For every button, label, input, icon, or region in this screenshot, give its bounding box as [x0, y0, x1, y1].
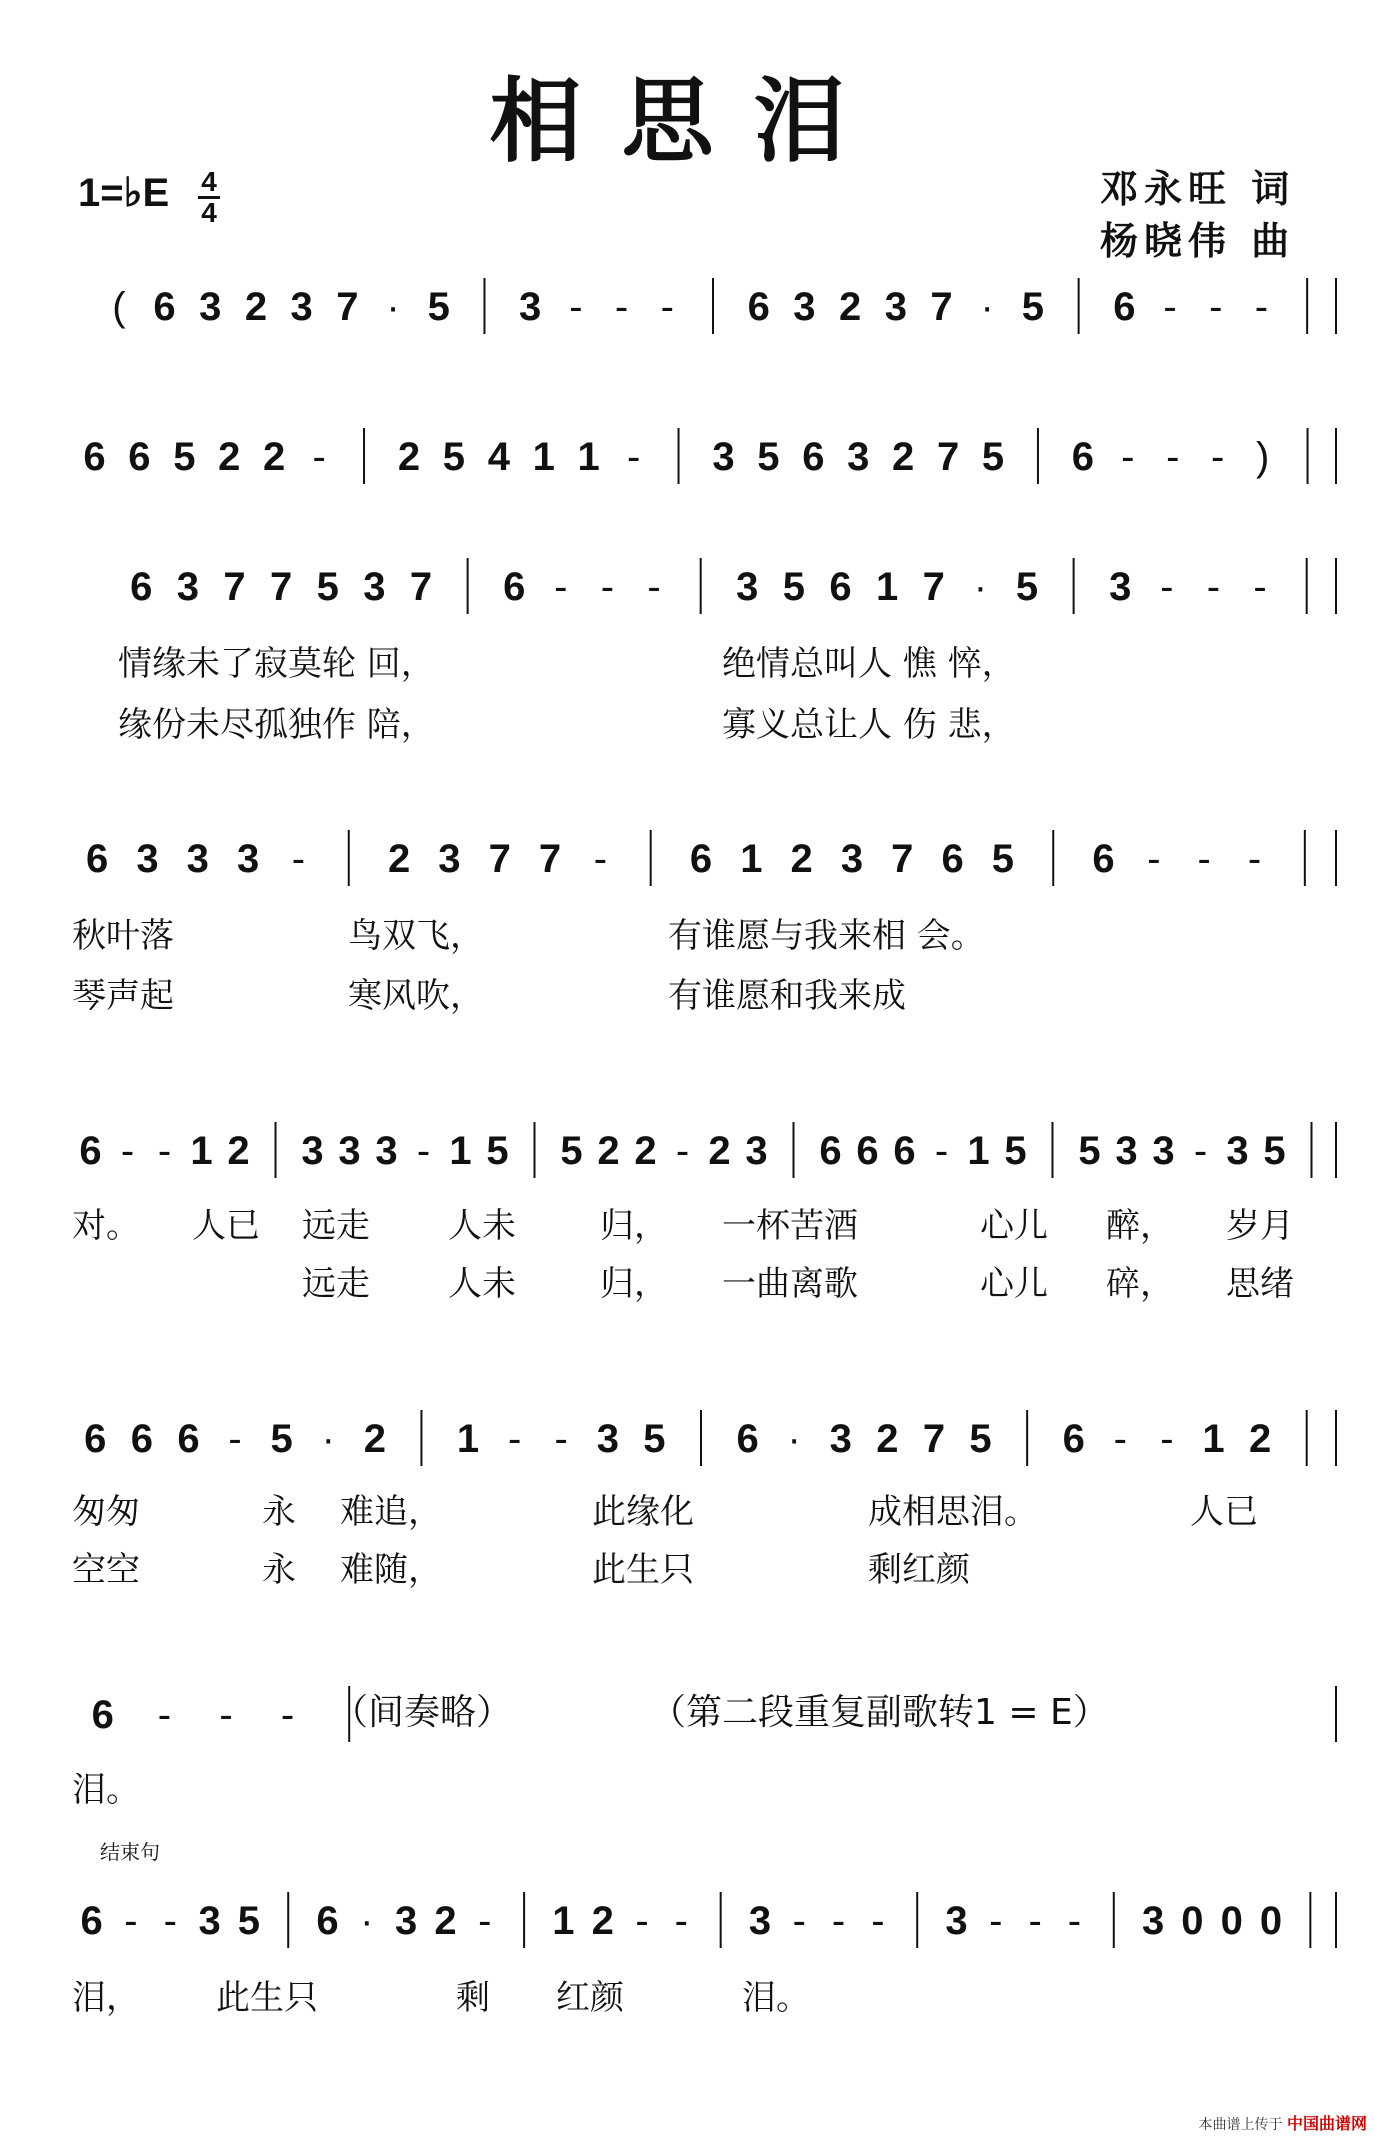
note: 3: [793, 285, 816, 329]
lyric-r5-11: 人未: [448, 1264, 516, 1304]
note: 1: [740, 837, 763, 881]
notation-symbol: -: [675, 1129, 690, 1173]
note: 1: [190, 1129, 213, 1173]
lyric-r5-12: 归，: [600, 1264, 668, 1304]
note: 5: [442, 435, 466, 479]
notation-symbol: -: [674, 1899, 689, 1943]
note: 3: [748, 1899, 772, 1943]
lyric-r5-2: 人已: [192, 1206, 260, 1246]
lyric-r4-f: 有谁愿和我来成: [668, 976, 906, 1016]
lyric-v2-b: 寡义总让人 伤 悲，: [722, 705, 1016, 745]
note: 5: [1263, 1129, 1286, 1173]
note: 2: [218, 435, 241, 479]
notation-symbol: -: [554, 565, 568, 609]
note: 2: [634, 1129, 657, 1173]
lyric-v2-a: 缘份未尽孤独作 陪，: [118, 705, 435, 745]
note: 2: [263, 435, 286, 479]
lyric-r4-e: 寒风吹，: [348, 976, 484, 1016]
note: 6: [802, 435, 825, 479]
note: 3: [596, 1417, 619, 1461]
notation-symbol: ·: [787, 1417, 801, 1461]
notation-symbol: -: [647, 565, 661, 609]
notation-symbol: -: [626, 435, 641, 479]
notation-symbol: -: [1121, 435, 1135, 479]
notation-symbol: -: [1160, 1417, 1174, 1461]
note: 3: [519, 285, 542, 329]
notation-symbol: -: [163, 1899, 177, 1943]
notation-symbol: -: [291, 837, 306, 881]
note: 5: [486, 1129, 509, 1173]
note: 1: [967, 1129, 990, 1173]
note: 3: [301, 1129, 324, 1173]
notation-symbol: -: [831, 1899, 846, 1943]
ending-label: 结束句: [100, 1840, 160, 1864]
note: 5: [757, 435, 780, 479]
lyric-r5-6: 一杯苦酒: [722, 1206, 858, 1246]
note: 6: [689, 837, 713, 881]
lyric-r5-9: 岁月: [1226, 1206, 1294, 1246]
note: 3: [884, 285, 907, 329]
note: 2: [387, 837, 411, 881]
note: 3: [1141, 1899, 1165, 1943]
note: 2: [434, 1899, 457, 1943]
lyric-r4-d: 琴声起: [72, 976, 174, 1016]
note: 6: [86, 837, 109, 881]
notation-symbol: -: [934, 1129, 949, 1173]
note: 3: [136, 837, 159, 881]
note: 7: [891, 837, 914, 881]
note: 6: [819, 1129, 842, 1173]
notation-symbol: -: [1197, 837, 1211, 881]
notation-symbol: (: [112, 285, 126, 329]
note: 7: [936, 435, 960, 479]
notation-symbol: -: [1209, 285, 1223, 329]
notation-symbol: -: [478, 1899, 492, 1943]
note: 3: [847, 435, 870, 479]
note: 6: [1062, 1417, 1085, 1461]
notation-symbol: -: [554, 1417, 568, 1461]
note: 0: [1181, 1899, 1204, 1943]
lyric-r6-7: 空空: [72, 1550, 140, 1590]
note: 6: [736, 1417, 759, 1461]
note: 7: [336, 285, 359, 329]
song-title: 相思泪: [489, 68, 886, 175]
note: 6: [91, 1693, 114, 1737]
notation-symbol: -: [124, 1899, 138, 1943]
lyric-r5-10: 远走: [302, 1264, 370, 1304]
notation-symbol: -: [635, 1899, 649, 1943]
note: 2: [363, 1417, 386, 1461]
note: 6: [941, 837, 964, 881]
note: 2: [597, 1129, 620, 1173]
note: 0: [1259, 1899, 1283, 1943]
note: 3: [1109, 565, 1132, 609]
notation-symbol: -: [1028, 1899, 1042, 1943]
lyric-r5-15: 碎，: [1106, 1264, 1174, 1304]
note: 3: [363, 565, 386, 609]
note: 3: [176, 565, 200, 609]
note: 6: [316, 1899, 339, 1943]
note: 6: [893, 1129, 916, 1173]
note: 5: [969, 1417, 992, 1461]
note: 2: [397, 435, 421, 479]
note: 6: [79, 1129, 102, 1173]
note: 7: [270, 565, 293, 609]
lyricist-credit: 邓永旺 词: [1100, 167, 1296, 211]
lyric-r5-7: 心儿: [980, 1206, 1048, 1246]
note: 1: [1202, 1417, 1225, 1461]
notation-symbol: -: [280, 1693, 295, 1737]
note: 2: [892, 435, 915, 479]
lyric-r8-4: 红颜: [556, 1978, 624, 2018]
notation-symbol: -: [1193, 1129, 1208, 1173]
notation-symbol: -: [989, 1899, 1003, 1943]
note: 2: [708, 1129, 731, 1173]
notation-symbol: -: [569, 285, 583, 329]
lyric-r5-3: 远走: [302, 1206, 370, 1246]
notation-symbol: -: [1163, 285, 1177, 329]
note: 3: [1226, 1129, 1249, 1173]
note: 6: [80, 1899, 103, 1943]
note: 1: [456, 1417, 480, 1461]
lyric-r6-1: 匆匆: [72, 1492, 140, 1532]
notation-symbol: -: [507, 1417, 522, 1461]
lyric-r4-b: 鸟双飞，: [348, 916, 484, 956]
note: 5: [643, 1417, 666, 1461]
note: 5: [270, 1417, 293, 1461]
note: 7: [930, 285, 953, 329]
note: 7: [922, 565, 945, 609]
note: 6: [177, 1417, 200, 1461]
note: 5: [560, 1129, 583, 1173]
note: 6: [153, 285, 176, 329]
note: 3: [395, 1899, 418, 1943]
notation-symbol: -: [312, 435, 326, 479]
note: 3: [199, 285, 222, 329]
note: 3: [736, 565, 759, 609]
notation-symbol: -: [871, 1899, 885, 1943]
note: 6: [128, 435, 151, 479]
notation-symbol: -: [1067, 1899, 1082, 1943]
note: 6: [84, 1417, 107, 1461]
note: 7: [409, 565, 433, 609]
notation-symbol: -: [660, 285, 674, 329]
notation-symbol: ·: [321, 1417, 335, 1461]
notation-symbol: -: [1147, 837, 1161, 881]
note: 3: [375, 1129, 398, 1173]
modulation-note: （第二段重复副歌转1 = E）: [650, 1692, 1109, 1733]
lyric-r7-1: 泪。: [72, 1770, 140, 1810]
note: 0: [1220, 1899, 1243, 1943]
footer-site: 中国曲谱网: [1286, 2114, 1367, 2133]
meter-bottom: 4: [201, 197, 217, 228]
lyric-r6-11: 剩红颜: [868, 1550, 970, 1590]
lyric-r5-4: 人未: [448, 1206, 516, 1246]
note: 3: [290, 285, 313, 329]
lyric-r6-10: 此生只: [592, 1550, 694, 1590]
note: 1: [449, 1129, 472, 1173]
note: 2: [876, 1417, 899, 1461]
footer: [1199, 2111, 1367, 2134]
notation-symbol: ·: [980, 285, 994, 329]
note: 7: [922, 1417, 946, 1461]
lyric-r8-1: 泪，: [72, 1978, 140, 2018]
note: 2: [244, 285, 268, 329]
note: 3: [186, 837, 209, 881]
note: 3: [438, 837, 461, 881]
note: 3: [829, 1417, 852, 1461]
note: 5: [782, 565, 806, 609]
note: 5: [173, 435, 196, 479]
lyric-v1-a: 情缘未了寂莫轮 回，: [118, 644, 435, 684]
note: 6: [1113, 285, 1136, 329]
lyric-r6-8: 永: [262, 1550, 296, 1590]
meter-top: 4: [201, 166, 217, 197]
note: 1: [577, 435, 600, 479]
notation-symbol: -: [219, 1693, 233, 1737]
note: 3: [945, 1899, 968, 1943]
notation-symbol: ·: [973, 565, 988, 609]
note: 4: [487, 435, 510, 479]
key-signature: 1=♭E: [78, 171, 170, 215]
lyric-r6-2: 永: [262, 1492, 296, 1532]
note: 7: [538, 837, 562, 881]
notation-symbol: -: [1166, 435, 1180, 479]
notation-symbol: -: [120, 1129, 135, 1173]
note: 2: [1248, 1417, 1272, 1461]
lyric-v1-b: 绝情总叫人 憔 悴，: [722, 644, 1016, 684]
lyric-r6-9: 难随，: [340, 1550, 442, 1590]
lyric-r6-5: 成相思泪。: [868, 1492, 1038, 1532]
notation-symbol: ·: [360, 1899, 374, 1943]
note: 3: [745, 1129, 768, 1173]
note: 3: [840, 837, 864, 881]
lyric-r4-c: 有谁愿与我来相 会。: [668, 916, 985, 956]
notation-symbol: -: [1211, 435, 1225, 479]
notation-symbol: -: [792, 1899, 806, 1943]
note: 7: [488, 837, 511, 881]
note: 2: [591, 1899, 614, 1943]
lyric-r4-a: 秋叶落: [72, 916, 174, 956]
notation-symbol: -: [1113, 1417, 1127, 1461]
notation-symbol: ·: [386, 285, 400, 329]
note: 3: [198, 1899, 221, 1943]
note: 6: [83, 435, 106, 479]
note: 5: [981, 435, 1005, 479]
lyric-r5-14: 心儿: [980, 1264, 1048, 1304]
note: 3: [712, 435, 735, 479]
lyric-r8-3: 剩: [456, 1978, 490, 2018]
notation-symbol: -: [593, 837, 608, 881]
lyric-r6-3: 难追，: [340, 1492, 442, 1532]
note: 5: [237, 1899, 261, 1943]
lyric-r6-6: 人已: [1190, 1492, 1258, 1532]
notation-symbol: -: [614, 285, 629, 329]
note: 5: [427, 285, 450, 329]
note: 3: [338, 1129, 361, 1173]
note: 6: [856, 1129, 879, 1173]
lyric-r5-5: 归，: [600, 1206, 668, 1246]
note: 2: [790, 837, 813, 881]
note: 1: [552, 1899, 575, 1943]
note: 3: [236, 837, 260, 881]
notation-symbol: ): [1255, 435, 1270, 479]
notation-symbol: -: [1206, 565, 1221, 609]
footer-text: 本曲谱上传于: [1198, 2117, 1283, 2133]
note: 6: [829, 565, 852, 609]
notation-symbol: -: [416, 1129, 431, 1173]
notation-symbol: -: [1254, 285, 1269, 329]
note: 5: [1015, 565, 1039, 609]
note: 5: [991, 837, 1015, 881]
note: 1: [532, 435, 555, 479]
lyric-r5-8: 醉，: [1106, 1206, 1174, 1246]
notation-symbol: -: [600, 565, 615, 609]
lyric-r5-16: 思绪: [1226, 1264, 1294, 1304]
note: 5: [1004, 1129, 1027, 1173]
note: 6: [130, 565, 153, 609]
notation-symbol: -: [157, 1693, 172, 1737]
lyric-r6-4: 此缘化: [592, 1492, 694, 1532]
note: 7: [223, 565, 246, 609]
notation-symbol: -: [1247, 837, 1262, 881]
notation-symbol: -: [157, 1129, 172, 1173]
composer-credit: 杨晓伟 曲: [1100, 219, 1296, 263]
interlude-label: （间奏略）: [332, 1692, 513, 1733]
note: 2: [838, 285, 862, 329]
notation-symbol: -: [228, 1417, 242, 1461]
note: 2: [227, 1129, 250, 1173]
lyric-r8-5: 泪。: [742, 1978, 810, 2018]
note: 5: [1078, 1129, 1101, 1173]
note: 3: [1152, 1129, 1175, 1173]
note: 5: [316, 565, 339, 609]
note: 6: [747, 285, 770, 329]
note: 6: [1092, 837, 1115, 881]
note: 3: [1115, 1129, 1138, 1173]
note: 6: [503, 565, 526, 609]
note: 6: [130, 1417, 154, 1461]
note: 6: [1071, 435, 1095, 479]
lyric-r5-13: 一曲离歌: [722, 1264, 858, 1304]
notation-symbol: -: [1253, 565, 1267, 609]
lyric-r8-2: 此生只: [216, 1978, 318, 2018]
note: 1: [876, 565, 899, 609]
note: 5: [1021, 285, 1045, 329]
notation-symbol: -: [1160, 565, 1174, 609]
lyric-r5-1: 对。: [72, 1206, 140, 1246]
